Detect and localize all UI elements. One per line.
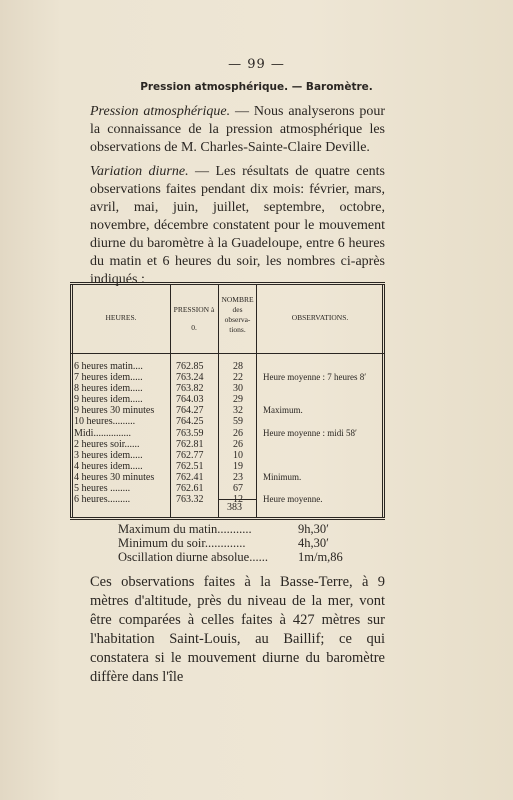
paragraph-text: — Les résultats de quatre cents observations faites pendant dix mois: février, mars, avril, mai, juin, juillet, septembre, octobre, novembre, décembre constatent pour le mouvement diurne du baromètre à la Guadeloupe, entre 6 heures du matin et 6 heures du soir, les nombres ci-après indiqués : (90, 164, 386, 287)
paragraph-text: — Nous analyserons pour la connaissance de la pression atmosphérique les observations de M. Charles-Sainte-Claire Deville. (90, 104, 385, 155)
summary-value: 1m/m,86 (298, 550, 343, 564)
column-pression (176, 361, 204, 505)
table-cell-heure: 8 heures idem..... (74, 383, 143, 395)
table-cell-heure: 6 heures matin.... (74, 361, 143, 372)
table-cell-obs: Heure moyenne. (263, 494, 323, 505)
table-cell-pression: 763.59 (176, 427, 204, 439)
table-cell-obs (263, 361, 366, 372)
table-cell-heure: 6 heures......... (74, 494, 131, 506)
table-cell-heure: 7 heures idem..... (74, 372, 143, 384)
table-cell-nombre: 32 (233, 405, 243, 417)
table-cell-obs (263, 416, 366, 427)
page-number: — 99 — (228, 57, 285, 72)
table-cell-pression: 762.51 (176, 460, 204, 472)
header-nombre: NOMBRE des observa- tions. (221, 295, 254, 334)
column-heures (74, 361, 154, 505)
header-heures: HEURES. (105, 313, 137, 322)
table-cell-heure: 9 heures idem..... (74, 394, 143, 406)
table-cell-nombre: 59 (233, 416, 243, 428)
table-cell-nombre: 26 (233, 438, 243, 450)
table-cell-pression: 762.81 (176, 438, 204, 450)
summary-minimum (118, 536, 329, 551)
summary-label: Maximum du matin........... (118, 522, 252, 536)
table-cell-obs (263, 483, 366, 494)
total-observations: 383 (227, 502, 242, 513)
table-cell-obs (263, 450, 366, 461)
table-border-right (382, 285, 385, 517)
paragraph-lead: Pression atmosphérique. (90, 104, 231, 119)
table-cell-heure: 9 heures 30 minutes (74, 405, 155, 417)
table-cell-nombre: 19 (233, 460, 243, 472)
table-cell-pression: 764.25 (176, 416, 204, 428)
table-cell-pression: 763.24 (176, 372, 204, 384)
table-cell-obs (263, 439, 366, 450)
table-cell-nombre: 23 (233, 471, 243, 483)
paragraph-variation (90, 163, 385, 289)
column-divider (256, 285, 257, 517)
table-cell-pression: 762.61 (176, 483, 204, 495)
table-cell-nombre: 67 (233, 483, 243, 495)
column-nombre (225, 361, 251, 505)
table-cell-nombre: 10 (233, 449, 243, 461)
paragraph-pression (90, 103, 385, 157)
summary-label: Oscillation diurne absolue...... (118, 550, 268, 564)
table-cell-nombre: 26 (233, 427, 243, 439)
paragraph-lead: Variation diurne. (90, 164, 189, 179)
table-cell-heure: 5 heures ........ (74, 483, 131, 495)
table-cell-pression: 762.41 (176, 471, 204, 483)
barometer-table (70, 282, 385, 520)
table-cell-nombre: 22 (233, 372, 243, 384)
table-cell-heure: 3 heures idem..... (74, 449, 143, 461)
table-cell-pression: 763.32 (176, 494, 204, 506)
table-cell-heure: 10 heures......... (74, 416, 136, 428)
summary-value: 9h,30′ (298, 522, 329, 536)
table-cell-heure: 2 heures soir...... (74, 438, 140, 450)
table-cell-obs: Maximum. (263, 405, 303, 416)
table-cell-nombre: 29 (233, 394, 243, 406)
table-cell-pression: 762.85 (176, 361, 204, 372)
summary-label: Minimum du soir............. (118, 536, 246, 550)
table-cell-heure: 4 heures 30 minutes (74, 471, 155, 483)
table-cell-heure: 4 heures idem..... (74, 460, 143, 472)
table-cell-obs: Minimum. (263, 471, 302, 482)
paragraph-observations: Ces observations faites à la Basse-Terre, à 9 mètres d'altitude, près du niveau de la mer, vont être comparées à celles faites à 427 mètres sur l'habitation Saint-Louis, au Baillif; ce qui constatera si le mouvement diurne du baromètre diffère dans l'île (90, 574, 385, 685)
summary-value: 4h,30′ (298, 536, 329, 550)
table-cell-heure: Midi............... (74, 427, 131, 439)
table-cell-obs: Heure moyenne : 7 heures 8′ (263, 372, 367, 383)
table-border-left (70, 285, 73, 517)
table-cell-pression: 764.27 (176, 405, 204, 417)
header-observations: OBSERVATIONS. (291, 313, 349, 322)
column-divider (170, 285, 171, 517)
column-observations (263, 361, 366, 505)
table-cell-pression: 763.82 (176, 383, 204, 395)
header-divider (70, 353, 385, 354)
table-cell-obs (263, 383, 366, 394)
header-pression: PRESSION à 0. (173, 305, 215, 332)
table-cell-nombre: 30 (233, 383, 243, 395)
table-cell-pression: 762.77 (176, 449, 204, 461)
table-cell-obs (263, 461, 366, 472)
summary-oscillation (118, 550, 343, 565)
table-cell-pression: 764.03 (176, 394, 204, 406)
running-title: Pression atmosphérique. — Baromètre. (140, 81, 373, 93)
table-cell-nombre: 12 (233, 494, 243, 506)
table-cell-obs (263, 394, 366, 405)
table-cell-nombre: 28 (233, 361, 243, 372)
table-cell-obs: Heure moyenne : midi 58′ (263, 427, 357, 438)
summary-maximum (118, 522, 329, 537)
